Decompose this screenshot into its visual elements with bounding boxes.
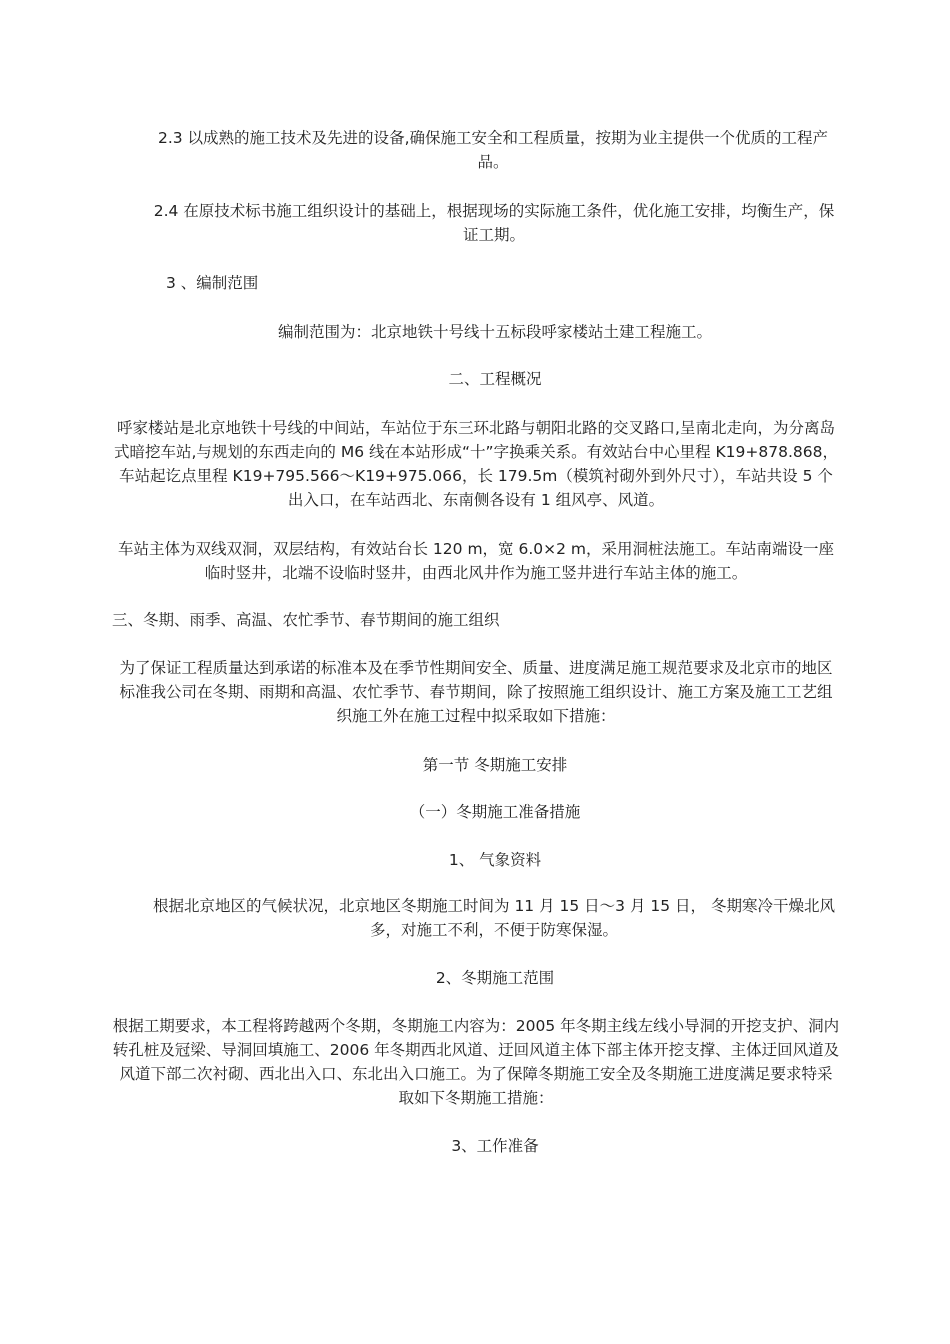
paragraph-2-3: 2.3 以成熟的施工技术及先进的设备,确保施工安全和工程质量，按期为业主提供一个优质的工程产品。 xyxy=(157,129,828,171)
subsection-title-winter-prep: （一）冬期施工准备措施 xyxy=(409,803,581,821)
paragraph-winter-scope: 根据工期要求，本工程将跨越两个冬期，冬期施工内容为：2005 年冬期主线左线小导洞的开挖支护、洞内转孔桩及冠梁、导洞回填施工、2006 年冬期西北风道、迂回风道主体下部主体开挖支撑、主体迂回风道及风道下部二次衬砌、西北出入口、东北出入口施工。为了保障冬期施工安全及冬期施工进度满足要求特采取如下冬期施工措施： xyxy=(112,1017,840,1107)
paragraph-2-4: 2.4 在原技术标书施工组织设计的基础上，根据现场的实际施工条件，优化施工安排，均衡生产，保证工期。 xyxy=(153,202,835,244)
section-title-project-overview: 二、工程概况 xyxy=(448,370,542,388)
section-title-seasonal-construction: 三、冬期、雨季、高温、农忙季节、春节期间的施工组织 xyxy=(112,611,500,629)
paragraph-seasonal-intro: 为了保证工程质量达到承诺的标准本及在季节性期间安全、质量、进度满足施工规范要求及北京市的地区标准我公司在冬期、雨期和高温、农忙季节、春节期间，除了按照施工组织设计、施工方案及施工工艺组织施工外在施工过程中拟采取如下措施： xyxy=(119,659,833,725)
paragraph-scope: 编制范围为：北京地铁十号线十五标段呼家楼站土建工程施工。 xyxy=(277,323,712,341)
chapter-title-winter: 第一节 冬期施工安排 xyxy=(422,756,568,774)
paragraph-overview-1: 呼家楼站是北京地铁十号线的中间站，车站位于东三环北路与朝阳北路的交叉路口,呈南北走向，为分离岛式暗挖车站,与规划的东西走向的 M6 线在本站形成“十”字换乘关系。有效站台中心里程 K19+878.868，车站起讫点里程 K19+795.566～K19+975.066，长 179.5m（模筑衬砌外到外尺寸），车站共设 5 个出入口，在车站西北、东南侧各设有 1 组风亭、风道。 xyxy=(114,419,838,509)
heading-compile-scope: 3 、编制范围 xyxy=(166,274,259,292)
item-title-winter-scope: 2、冬期施工范围 xyxy=(435,969,555,987)
item-title-weather-data: 1、 气象资料 xyxy=(448,851,542,869)
paragraph-overview-2: 车站主体为双线双洞，双层结构，有效站台长 120 m，宽 6.0×2 m，采用洞桩法施工。车站南端设一座临时竖井，北端不设临时竖井，由西北风井作为施工竖井进行车站主体的施工。 xyxy=(118,540,834,582)
paragraph-weather-data: 根据北京地区的气候状况，北京地区冬期施工时间为 11 月 15 日～3 月 15 日， 冬期寒冷干燥北风多，对施工不利，不便于防寒保湿。 xyxy=(153,897,835,939)
item-title-work-prep: 3、工作准备 xyxy=(451,1137,539,1155)
